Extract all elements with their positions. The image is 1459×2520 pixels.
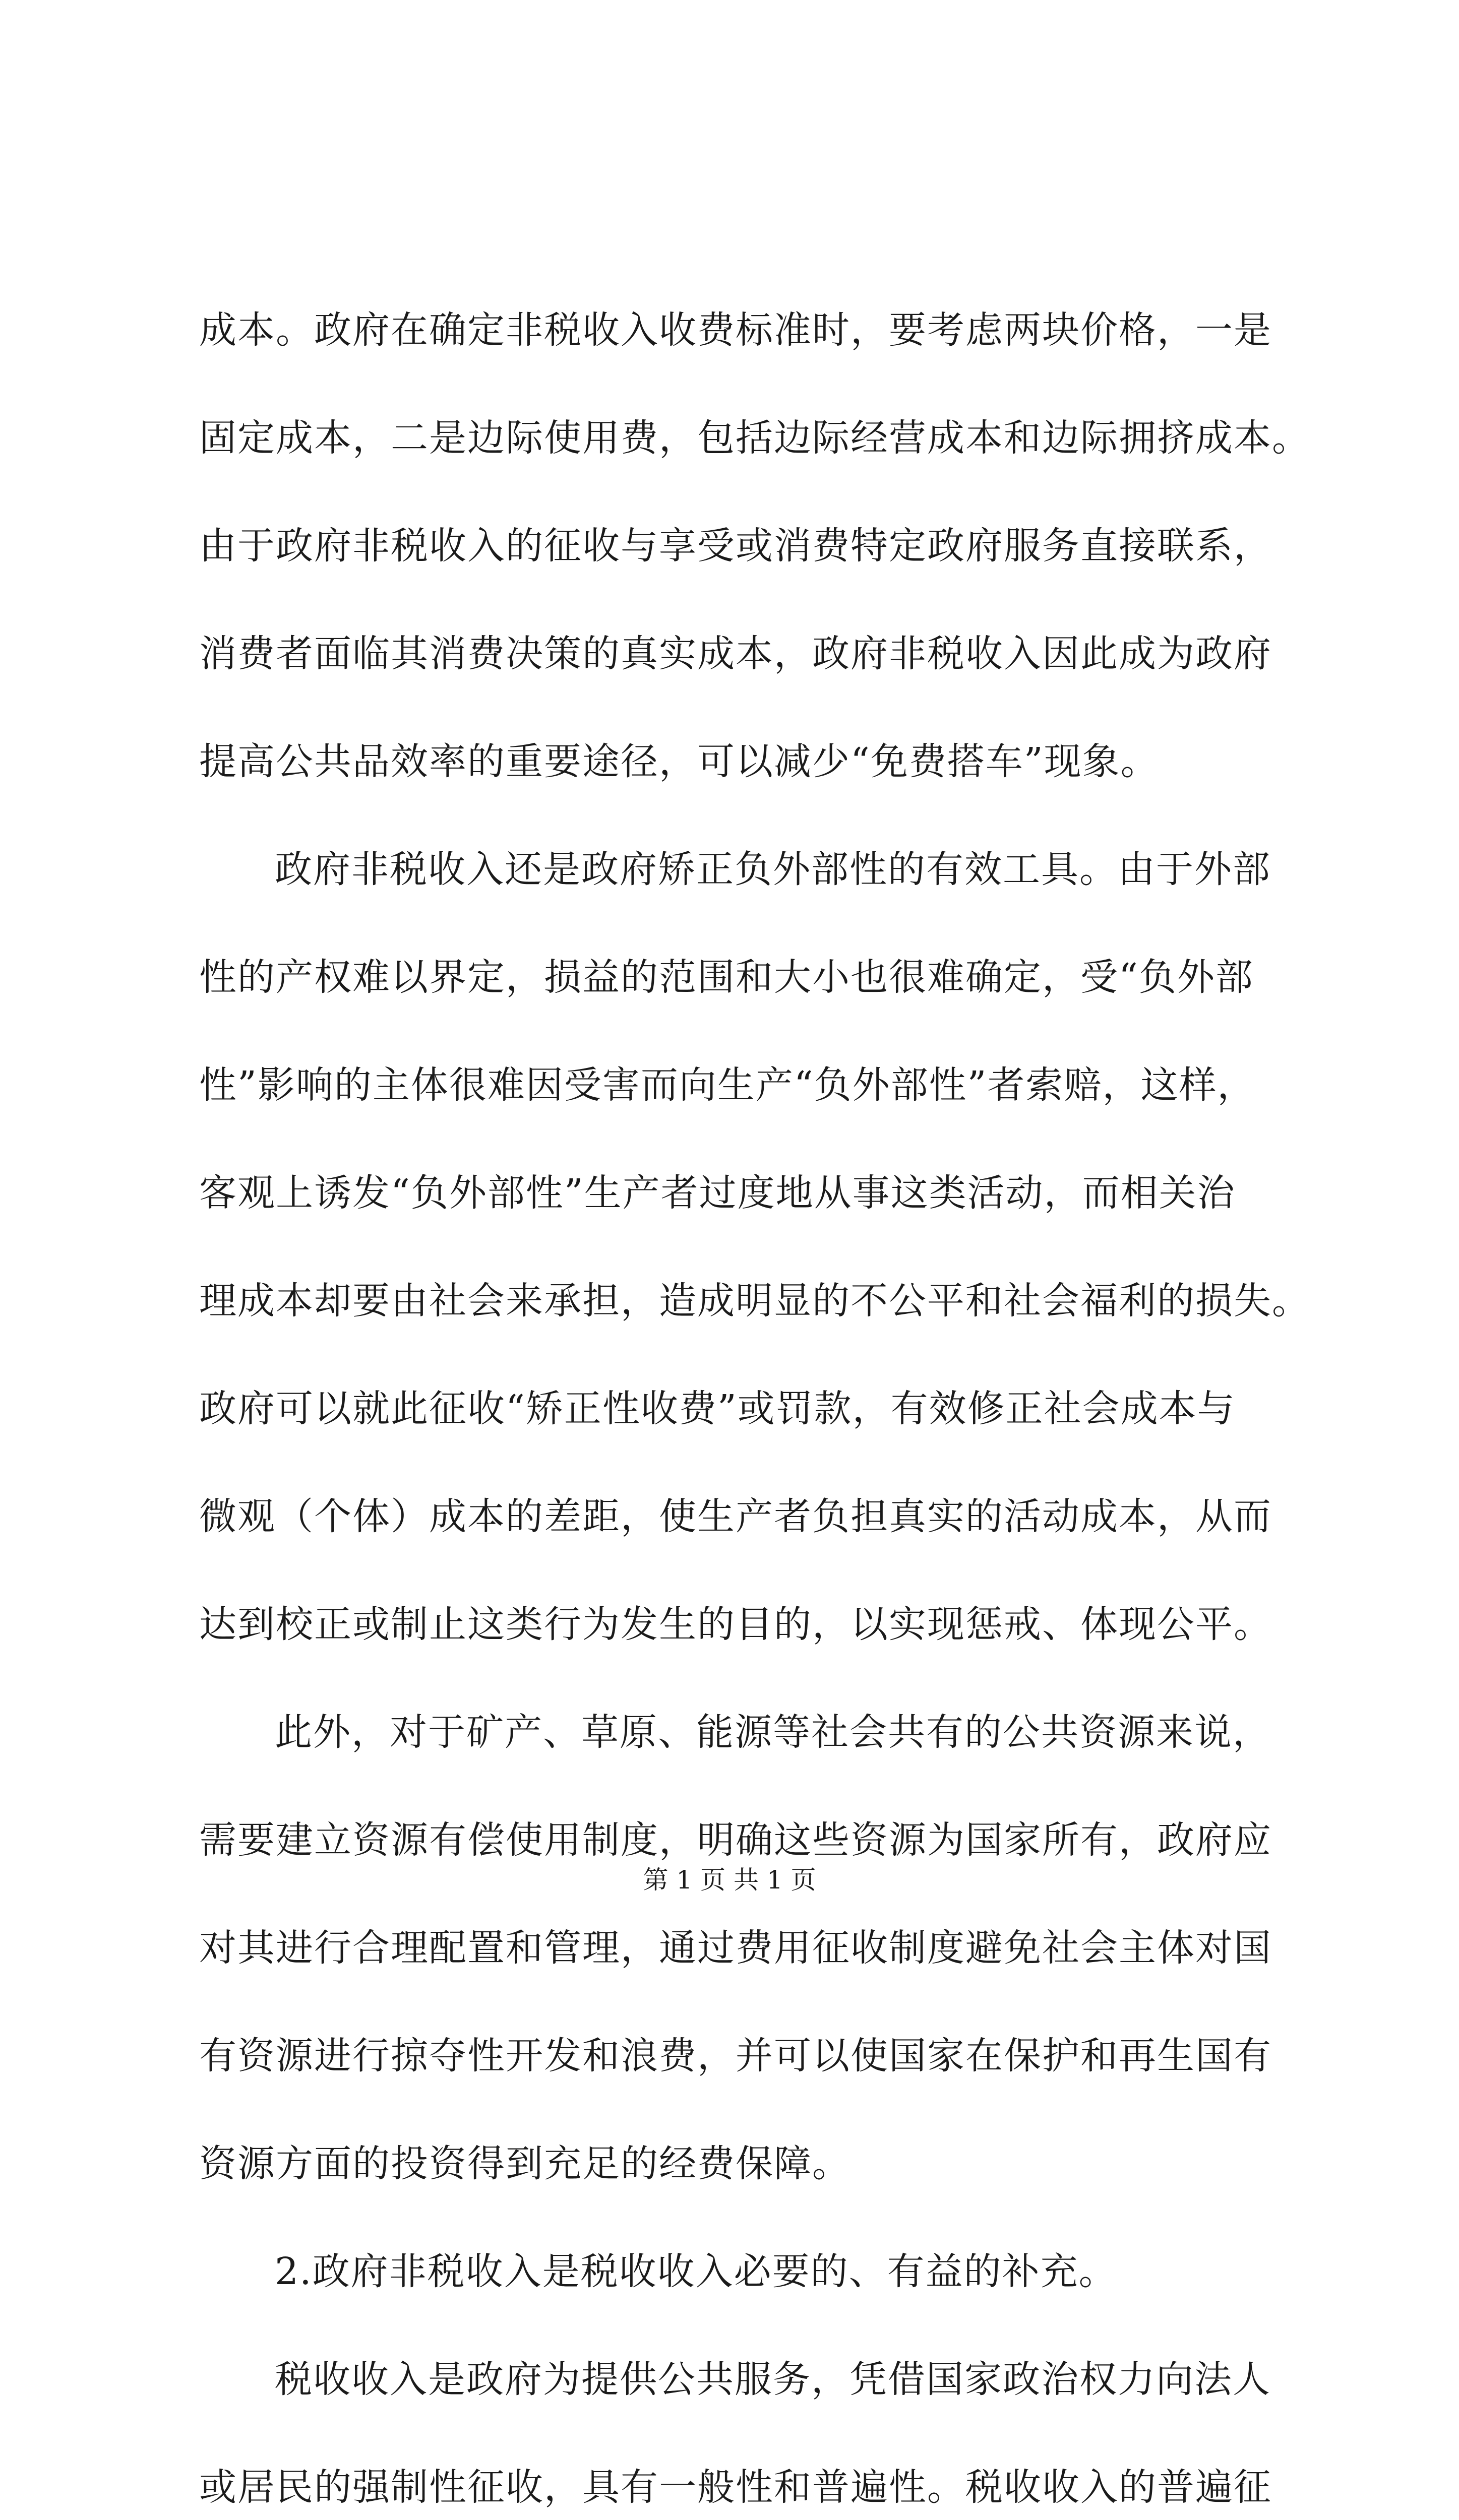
paragraph-first-line: 税收收入是政府为提供公共服务，凭借国家政治权力向法人 xyxy=(275,2358,1271,2401)
paragraph-first-line: 此外，对于矿产、草原、能源等社会共有的公共资源来说， xyxy=(275,1711,1271,1754)
text-line: 成本。政府在确定非税收入收费标准时，要考虑两块价格，一是 xyxy=(199,308,1272,352)
text-line: 由于政府非税收入的征收与享受或消费特定政府服务直接联系， xyxy=(199,524,1272,568)
text-line: 提高公共品效率的重要途径，可以减少“免费搭车”现象。 xyxy=(199,740,1159,783)
text-line: 需要建立资源有偿使用制度，明确这些资源为国家所有，政府应 xyxy=(199,1818,1272,1862)
paragraph-first-line: 政府非税收入还是政府矫正负外部性的有效工具。由于外部 xyxy=(275,848,1271,891)
text-line: 微观（个体）成本的差距，使生产者负担真实的活动成本，从而 xyxy=(199,1495,1272,1538)
text-line: 有资源进行掠夺性开发和浪费，并可以使国家在保护和再生国有 xyxy=(199,2034,1272,2077)
text-line: 达到校正或制止这类行为发生的目的，以实现惩戒、体现公平。 xyxy=(199,1603,1272,1646)
text-line: 固定成本，二是边际使用费，包括边际经营成本和边际拥挤成本。 xyxy=(199,416,1310,460)
text-line: 或居民的强制性征收，具有一般性和普遍性。税收收入的普遍征 xyxy=(199,2466,1272,2509)
text-line: 理成本却要由社会来承担，造成明显的不公平和社会福利的损失。 xyxy=(199,1279,1310,1322)
text-line: 性”影响的主体很难因受害而向生产“负外部性”者索赔，这样， xyxy=(199,1063,1256,1107)
text-line: 消费者面临其消费决策的真实成本，政府非税收入因此成为政府 xyxy=(199,632,1272,675)
text-line: 资源方面的投资得到充足的经费保障。 xyxy=(199,2142,850,2185)
body-text xyxy=(199,276,1310,2520)
section-heading: 2.政府非税收入是税收收入必要的、有益的补充。 xyxy=(275,2250,1117,2293)
page-footer xyxy=(0,1860,1459,1900)
text-line: 对其进行合理配置和管理，通过费用征收制度避免社会主体对国 xyxy=(199,1926,1272,1970)
text-line: 客观上诱发“负外部性”生产者过度地从事这类活动，而相关治 xyxy=(199,1171,1236,1215)
page-number: 第 1 页 共 1 页 xyxy=(643,1865,816,1895)
text-line: 性的产权难以界定，损益的范围和大小也很难确定，受“负外部 xyxy=(199,956,1254,999)
text-line: 政府可以就此征收“矫正性收费”或罚款，有效修正社会成本与 xyxy=(199,1387,1236,1430)
